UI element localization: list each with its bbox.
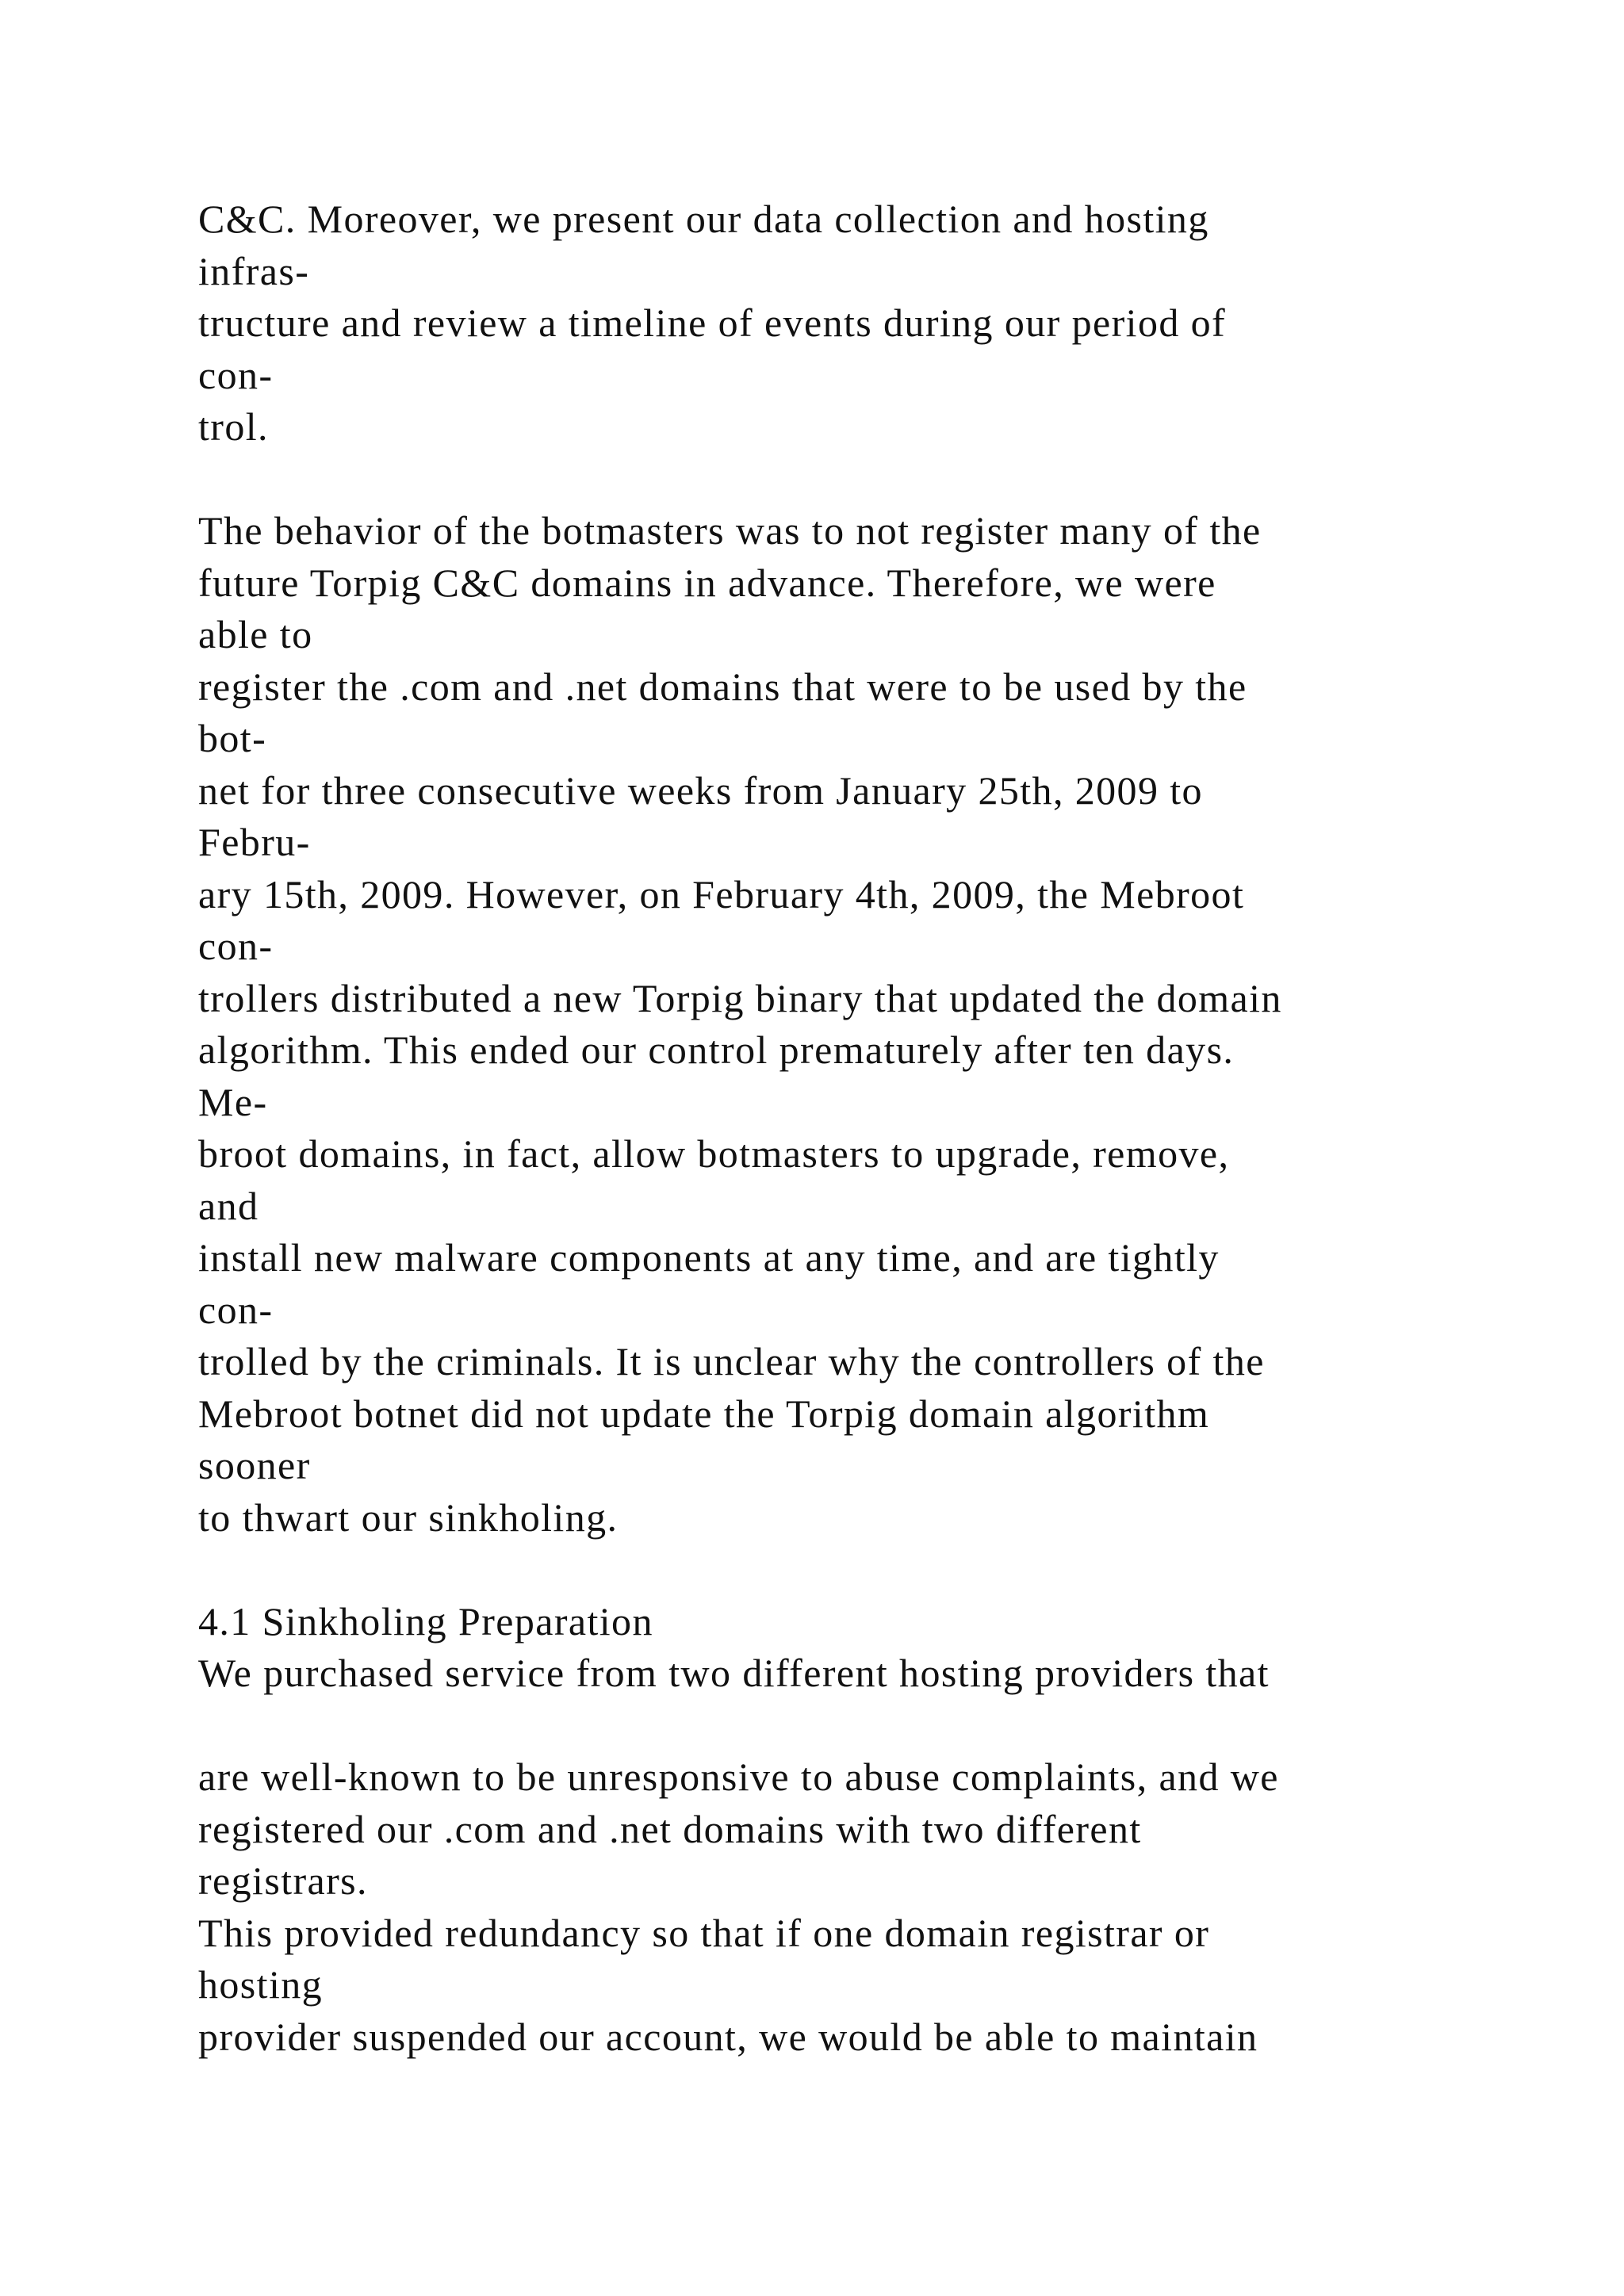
text-line: hosting — [198, 1962, 324, 2007]
text-line: We purchased service from two different hosting providers that — [198, 1651, 1270, 1695]
text-line: C&C. Moreover, we present our data collection and hosting — [198, 197, 1209, 241]
text-line: Me- — [198, 1079, 268, 1124]
text-line: The behavior of the botmasters was to not register many of the — [198, 508, 1262, 553]
text-line: broot domains, in fact, allow botmasters to upgrade, remove, — [198, 1131, 1230, 1176]
text-line: and — [198, 1183, 259, 1228]
text-line: trol. — [198, 404, 269, 449]
text-line: infras- — [198, 248, 310, 293]
text-line: register the .com and .net domains that were to be used by the — [198, 664, 1247, 709]
document-body — [198, 193, 1594, 2063]
text-line: net for three consecutive weeks from January 25th, 2009 to — [198, 767, 1203, 813]
text-line: able to — [198, 612, 313, 656]
text-line: Febru- — [198, 820, 311, 864]
text-line: trollers distributed a new Torpig binary that updated the domain — [198, 975, 1282, 1020]
text-line: are well-known to be unresponsive to abuse complaints, and we — [198, 1755, 1279, 1799]
text-line: install new malware components at any time, and are tightly — [198, 1235, 1220, 1280]
text-line: registrars. — [198, 1858, 368, 1903]
blank-line — [198, 1544, 1594, 1596]
text-line: This provided redundancy so that if one domain registrar or — [198, 1910, 1210, 1955]
text-line: future Torpig C&C domains in advance. Therefore, we were — [198, 560, 1216, 605]
text-line: bot- — [198, 716, 267, 760]
text-line: Mebroot botnet did not update the Torpig domain algorithm — [198, 1391, 1210, 1436]
text-line: con- — [198, 924, 274, 968]
text-line: tructure and review a timeline of events during our period of — [198, 300, 1227, 345]
text-line: ary 15th, 2009. However, on February 4th, 2009, the Mebroot — [198, 871, 1245, 916]
section-heading: 4.1 Sinkholing Preparation — [198, 1598, 653, 1644]
text-line: registered our .com and .net domains with two different — [198, 1806, 1142, 1851]
text-line: algorithm. This ended our control prematurely after ten days. — [198, 1027, 1235, 1072]
blank-line — [198, 1700, 1594, 1752]
text-line: sooner — [198, 1443, 311, 1487]
text-line: con- — [198, 352, 274, 397]
text-line: to thwart our sinkholing. — [198, 1494, 619, 1540]
text-line: trolled by the criminals. It is unclear why the controllers of the — [198, 1339, 1265, 1383]
text-line: provider suspended our account, we would be able to maintain — [198, 2014, 1258, 2059]
blank-line — [198, 453, 1594, 506]
text-line: con- — [198, 1287, 274, 1332]
